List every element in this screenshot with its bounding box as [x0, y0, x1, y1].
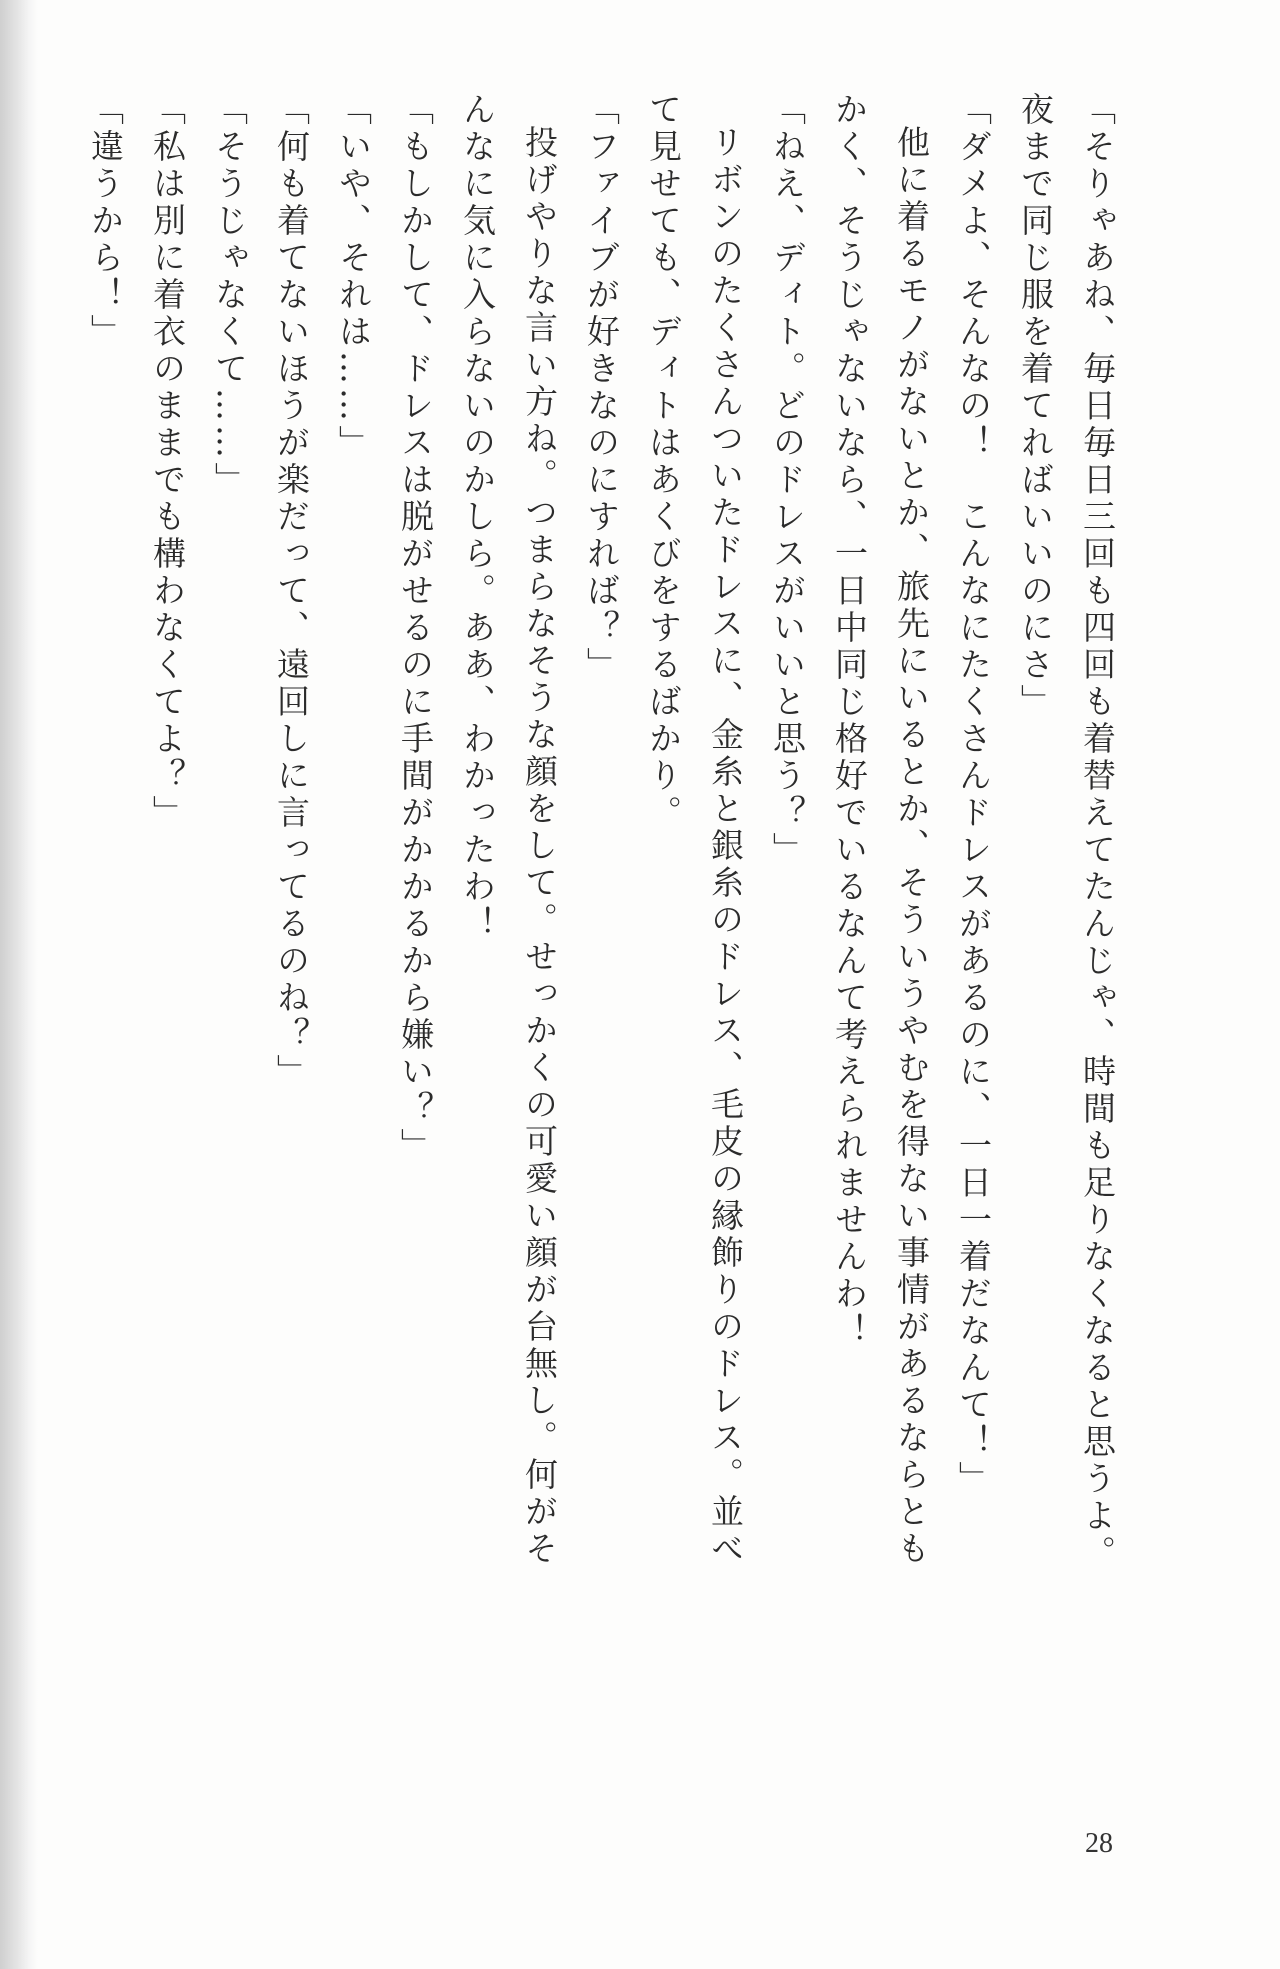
page-number: 28	[1085, 1828, 1113, 1859]
text-line: 「そりゃあね、毎日毎日三回も四回も着替えてたんじゃ、時間も足りなくなると思うよ。	[1078, 92, 1117, 1572]
text-line: んなに気に入らないのかしら。ああ、わかったわ！	[458, 92, 497, 943]
text-line: 「そうじゃなくて……」	[210, 92, 249, 499]
text-line: 「ファイブが好きなのにすれば？」	[582, 92, 621, 684]
text-line: 他に着るモノがないとか、旅先にいるとか、そういうやむを得ない事情があるならとも	[892, 125, 931, 1568]
text-line: かく、そうじゃないなら、一日中同じ格好でいるなんて考えられませんわ！	[830, 92, 869, 1350]
text-line: 「何も着てないほうが楽だって、遠回しに言ってるのね？」	[272, 92, 311, 1091]
text-line: 「違うから！」	[86, 92, 125, 351]
text-line: て見せても、ディトはあくびをするばかり。	[644, 92, 683, 832]
text-line: 夜まで同じ服を着てればいいのにさ」	[1016, 92, 1055, 721]
binding-shadow	[0, 0, 38, 1969]
text-line: 投げやりな言い方ね。つまらなそうな顔をして。せっかくの可愛い顔が台無し。何がそ	[520, 125, 559, 1568]
text-line: 「ダメよ、そんなの！ こんなにたくさんドレスがあるのに、一日一着だなんて！」	[954, 92, 993, 1498]
text-line: 「いや、それは……」	[334, 92, 373, 462]
text-line: リボンのたくさんついたドレスに、金糸と銀糸のドレス、毛皮の縁飾りのドレス。並べ	[706, 125, 745, 1568]
text-line: 「ねえ、ディト。どのドレスがいいと思う？」	[768, 92, 807, 869]
text-line: 「私は別に着衣のままでも構わなくてよ？」	[148, 92, 187, 832]
text-line: 「もしかして、ドレスは脱がせるのに手間がかかるから嫌い？」	[396, 92, 435, 1165]
vertical-text-body	[74, 92, 1128, 1792]
